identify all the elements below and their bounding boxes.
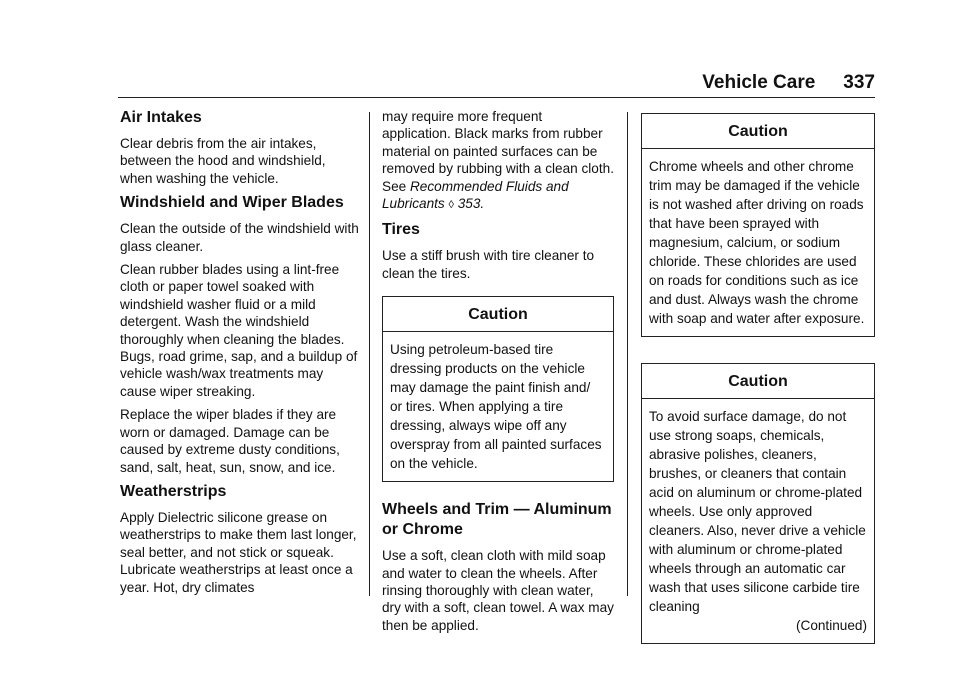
weatherstrips-continuation: may require more frequent application. Black marks from rubber material on painted surfaces can be removed by rubbing with a clean cloth. See Recommended Fluids and Lubricants ◊ 353. [382,109,614,212]
tires-text: Use a stiff brush with tire cleaner to clean the tires. [382,248,595,281]
windshield-text-1: Clean the outside of the windshield with glass cleaner. [120,221,359,254]
tires-heading: Tires [382,221,420,239]
weatherstrips-text: Apply Dielectric silicone grease on weatherstrips to make them last longer, seal better, and not stick or squeak. Lubricate weatherstrips at least once a year. Hot, dry climates [120,509,357,595]
windshield-heading: Windshield and Wiper Blades [120,194,344,212]
header-divider [118,97,875,98]
page-reference-icon: ◊ [448,199,454,212]
caution-box-aluminum [641,363,875,644]
air-intakes-text: Clear debris from the air intakes, between the hood and windshield, when washing the vehicle. [120,136,326,186]
wheels-text: Use a soft, clean cloth with mild soap and water to clean the wheels. After rinsing thoroughly with clean water, dry with a soft, clean towel. A wax may then be applied. [382,548,614,633]
caution-title: Caution [642,364,874,399]
caution-text: Using petroleum-based tire dressing products on the vehicle may damage the paint finish and/ or tires. When applying a tire dressing, always wipe off any overspray from all painted surfaces on the vehicle. [390,342,602,472]
caution-title: Caution [642,114,874,149]
recommended-fluids-link[interactable]: Recommended Fluids and Lubricants [382,178,569,212]
column-1 [120,108,360,602]
reference-page-number[interactable]: 353 [457,196,481,212]
page-number: 337 [843,72,875,93]
section-title: Vehicle Care [702,72,816,93]
continued-label: (Continued) [795,618,867,633]
caution-box-chrome [641,113,875,337]
column-divider-2 [627,112,628,596]
page-header [0,72,875,94]
caution-title: Caution [383,297,613,332]
column-2 [382,108,614,640]
windshield-text-3: Replace the wiper blades if they are worn or damaged. Damage can be caused by extreme dusty conditions, sand, salt, heat, sun, snow, and ice. [120,407,340,475]
air-intakes-heading: Air Intakes [120,109,202,126]
caution-text: Chrome wheels and other chrome trim may be damaged if the vehicle is not washed after driving on roads that have been sprayed with magnesium, calcium, or sodium chloride. These chlorides are used on roads for conditions such as ice and dust. Always wash the chrome with soap and water after exposure. [649,159,865,326]
wheels-heading: Wheels and Trim — Aluminum or Chrome [382,501,612,539]
column-3 [641,113,875,644]
weatherstrips-heading: Weatherstrips [120,482,227,500]
caution-text: To avoid surface damage, do not use strong soaps, chemicals, abrasive polishes, cleaners, brushes, or cleaners that contain acid on aluminum or chrome-plated wheels. Use only approved cleaners. Also, never drive a vehicle with aluminum or chrome-plated wheels through an automatic car wash that uses silicone carbide tire cleaning [649,409,866,614]
column-divider-1 [369,112,370,596]
windshield-text-2: Clean rubber blades using a lint-free cloth or paper towel soaked with windshield washer fluid or a mild detergent. Wash the windshield thoroughly when cleaning the blades. Bugs, road grime, sap, and a buildup of vehicle wash/wax treatments may cause wiper streaking. [120,262,358,399]
caution-box-tires [382,296,614,482]
